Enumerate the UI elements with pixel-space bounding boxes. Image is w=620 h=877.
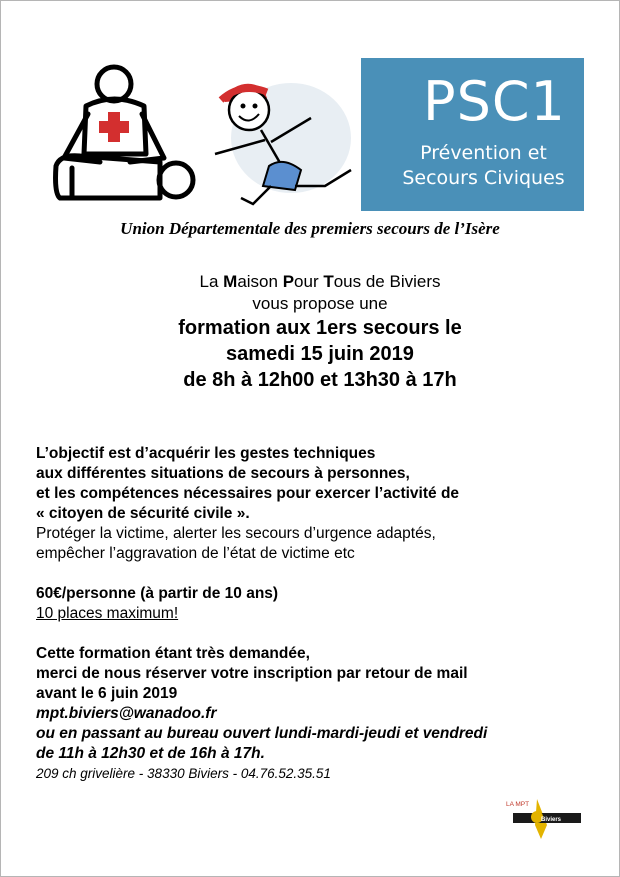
intro-line-hours: de 8h à 12h00 et 13h30 à 17h bbox=[183, 369, 457, 391]
objective-line-2: aux différentes situations de secours à personnes, bbox=[36, 465, 410, 482]
spacer bbox=[36, 564, 606, 584]
request-line-1: Cette formation étant très demandée, bbox=[36, 645, 310, 662]
initial-t: T bbox=[323, 272, 334, 291]
intro-line-house bbox=[0, 271, 620, 293]
intro-line-propose: vous propose une bbox=[252, 294, 388, 313]
psc1-subtitle-line1: Prévention et bbox=[420, 142, 547, 164]
objective-line-1: L’objectif est d’acquérir les gestes techniques bbox=[36, 445, 376, 462]
office-line-2: de 11h à 12h30 et de 16h à 17h. bbox=[36, 745, 265, 762]
address-text: 209 ch grivelière - 38330 Biviers - 04.76.52.35.51 bbox=[36, 766, 331, 781]
union-heading: Union Départementale des premiers secours de l’Isère bbox=[120, 219, 500, 238]
psc1-subtitle-line2: Secours Civiques bbox=[402, 167, 565, 189]
cpr-logo-icon bbox=[50, 62, 198, 212]
running-child-icon bbox=[201, 58, 361, 211]
request-line-2: merci de nous réserver votre inscription par retour de mail bbox=[36, 665, 468, 682]
office-line-1: ou en passant au bureau ouvert lundi-mardi-jeudi et vendredi bbox=[36, 725, 488, 742]
psc1-banner bbox=[201, 58, 584, 211]
word-ous: ous de Biviers bbox=[333, 272, 441, 291]
word-aison: aison bbox=[237, 272, 283, 291]
email-link[interactable]: mpt.biviers@wanadoo.fr bbox=[36, 705, 217, 722]
objective-line-5: Protéger la victime, alerter les secours d’urgence adaptés, bbox=[36, 525, 436, 542]
intro-line-formation: formation aux 1ers secours le bbox=[178, 317, 462, 339]
price-text: 60€/personne (à partir de 10 ans) bbox=[36, 585, 279, 602]
objective-line-4: « citoyen de sécurité civile ». bbox=[36, 505, 250, 522]
intro-block bbox=[0, 271, 620, 393]
body-block bbox=[36, 444, 606, 784]
initial-p: P bbox=[282, 272, 295, 291]
intro-line-date: samedi 15 juin 2019 bbox=[226, 343, 414, 365]
mpt-logo-text-top: LA MPT bbox=[506, 801, 530, 808]
mpt-biviers-logo bbox=[503, 795, 583, 841]
request-line-3: avant le 6 juin 2019 bbox=[36, 685, 178, 702]
mpt-logo-text-bottom: Biviers bbox=[541, 817, 562, 823]
intro-la: La bbox=[199, 272, 224, 291]
word-our: our bbox=[294, 272, 324, 291]
objective-line-6: empêcher l’aggravation de l’état de victime etc bbox=[36, 545, 355, 562]
psc1-subtitle bbox=[386, 141, 581, 191]
spacer bbox=[36, 624, 606, 644]
psc1-title: PSC1 bbox=[423, 70, 566, 133]
initial-m: M bbox=[223, 272, 238, 291]
places-text: 10 places maximum! bbox=[36, 605, 179, 622]
objective-line-3: et les compétences nécessaires pour exercer l’activité de bbox=[36, 485, 460, 502]
